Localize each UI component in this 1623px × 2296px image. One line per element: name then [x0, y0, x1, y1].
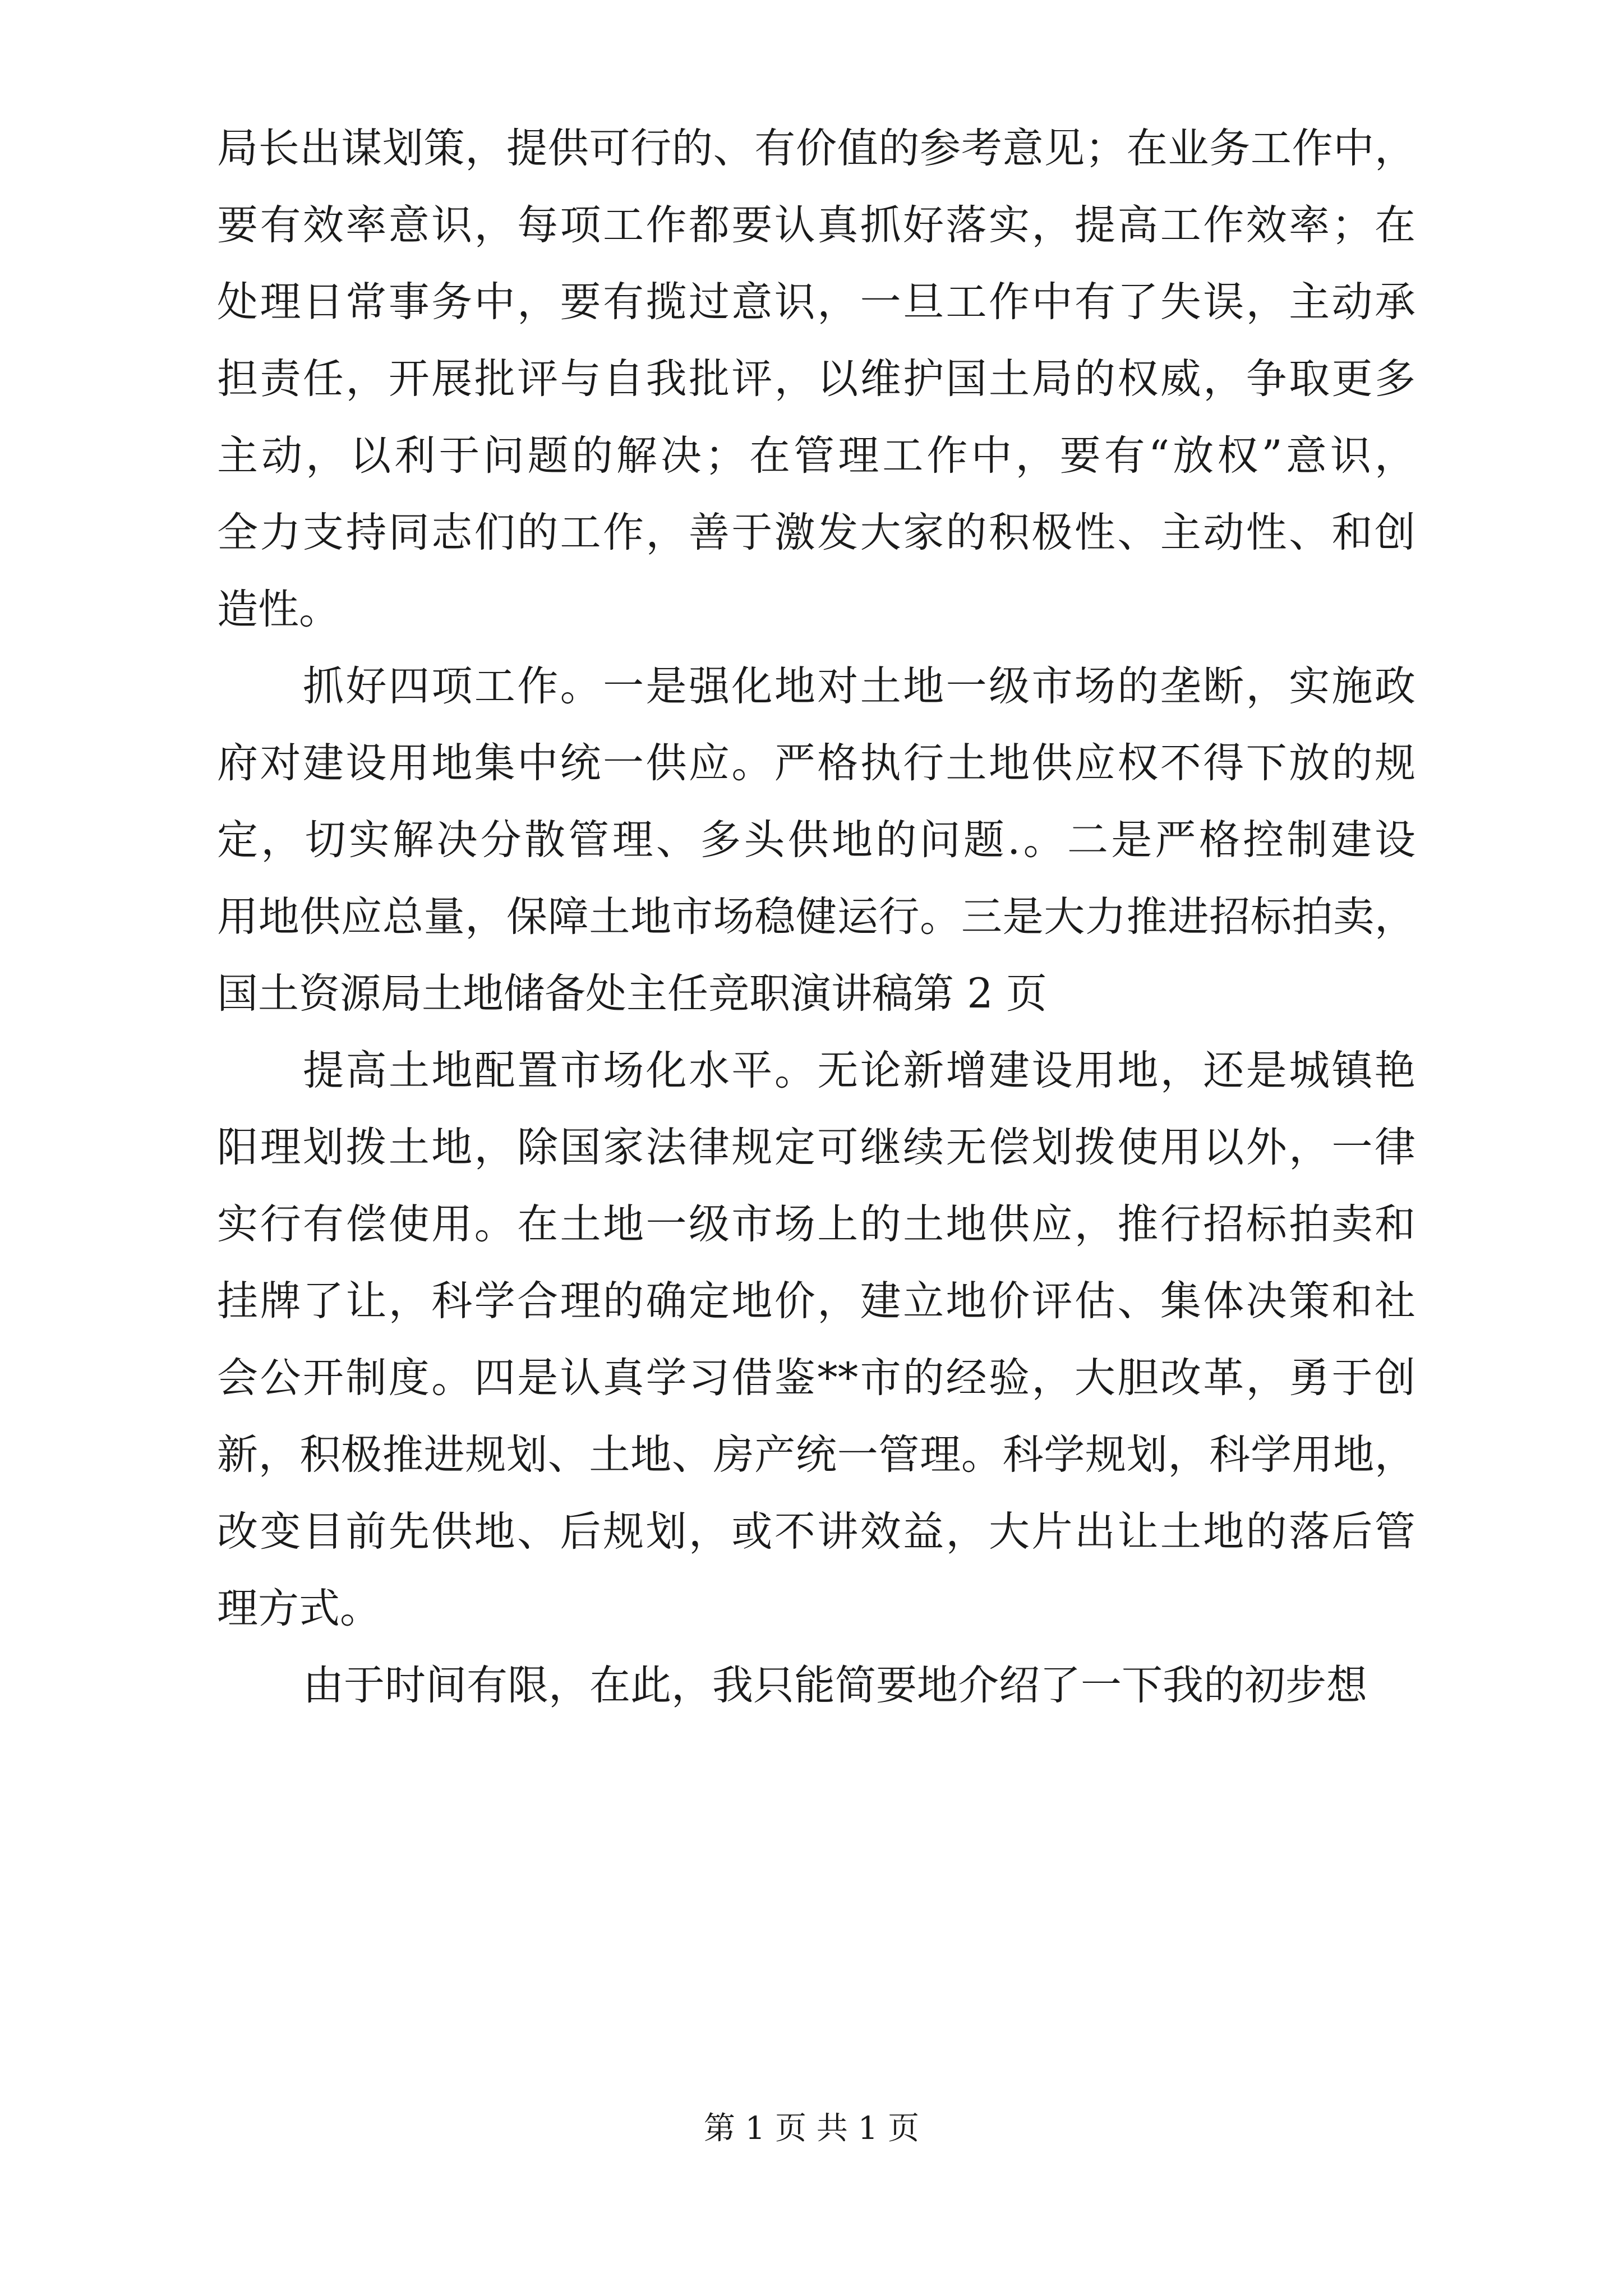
body-line: 新，积极推进规划、土地、房产统一管理。科学规划，科学用地，	[217, 1431, 1415, 1479]
body-line: 担责任，开展批评与自我批评，以维护国土局的权威，争取更多	[217, 355, 1415, 403]
body-line: 阳理划拨土地，除国家法律规定可继续无偿划拨使用以外，一律	[217, 1124, 1415, 1171]
body-line: 府对建设用地集中统一供应。严格执行土地供应权不得下放的规	[217, 739, 1415, 787]
paragraph-first-line: 提高土地配置市场化水平。无论新增建设用地，还是城镇艳	[303, 1047, 1415, 1094]
body-line: 造性。	[217, 586, 340, 633]
body-line: 主动，以利于问题的解决；在管理工作中，要有“放权”意识，	[217, 432, 1415, 480]
page-footer: 第 1 页 共 1 页	[703, 2110, 920, 2147]
body-line: 全力支持同志们的工作，善于激发大家的积极性、主动性、和创	[217, 509, 1415, 556]
body-line: 挂牌了让，科学合理的确定地价，建立地价评估、集体决策和社	[217, 1277, 1415, 1325]
body-line: 改变目前先供地、后规划，或不讲效益，大片出让土地的落后管	[217, 1508, 1415, 1556]
body-line: 局长出谋划策，提供可行的、有价值的参考意见；在业务工作中，	[217, 125, 1415, 172]
body-line: 理方式。	[217, 1585, 381, 1632]
body-line: 实行有偿使用。在土地一级市场上的土地供应，推行招标拍卖和	[217, 1200, 1415, 1248]
body-line: 处理日常事务中，要有揽过意识，一旦工作中有了失误，主动承	[217, 278, 1415, 326]
body-line: 定，切实解决分散管理、多头供地的问题.。二是严格控制建设	[217, 816, 1415, 864]
paragraph-first-line: 由于时间有限，在此，我只能简要地介绍了一下我的初步想	[303, 1662, 1367, 1709]
body-line: 用地供应总量，保障土地市场稳健运行。三是大力推进招标拍卖，	[217, 893, 1415, 941]
body-line: 国土资源局土地储备处主任竞职演讲稿第 2 页	[217, 970, 1047, 1018]
body-line: 会公开制度。四是认真学习借鉴**市的经验，大胆改革，勇于创	[217, 1354, 1415, 1402]
paragraph-first-line: 抓好四项工作。一是强化地对土地一级市场的垄断，实施政	[303, 662, 1415, 710]
body-line: 要有效率意识，每项工作都要认真抓好落实，提高工作效率；在	[217, 201, 1415, 249]
